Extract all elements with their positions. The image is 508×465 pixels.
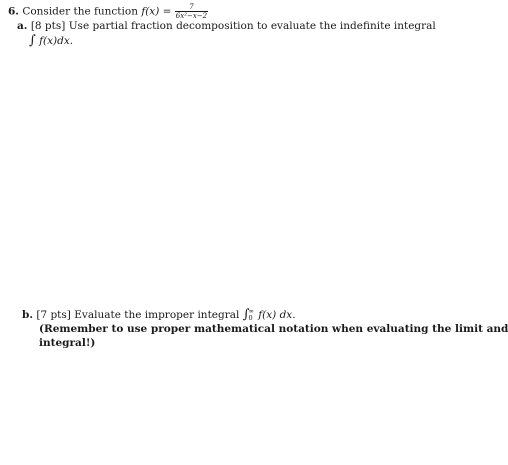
problem-header [8, 3, 208, 20]
lower-limit: 0 [248, 314, 253, 322]
part-a-points: [8 pts] [30, 20, 66, 32]
part-a-integrand: f(x)dx. [39, 35, 74, 47]
part-b-integrand: f(x) dx. [258, 309, 296, 321]
part-b-text: Evaluate the improper integral [74, 309, 240, 321]
integral-symbol-b: ∫ [242, 307, 250, 322]
function-fraction [175, 3, 208, 20]
part-a-integral [29, 33, 73, 48]
part-a-text: Use partial fraction decomposition to evaluate the indefinite integral [68, 20, 436, 32]
function-name: f(x) = [141, 5, 172, 18]
fraction-denominator: 6x²−x−2 [175, 12, 208, 20]
part-b-label: b. [22, 309, 33, 321]
part-b-note-line2: integral!) [39, 337, 96, 349]
part-b-line [22, 307, 296, 322]
upper-limit: ∞ [248, 307, 254, 315]
integral-symbol-a: ∫ [29, 33, 36, 48]
integral-limits [248, 308, 253, 322]
part-b-points: [7 pts] [36, 309, 71, 321]
part-b-note-line1: (Remember to use proper mathematical notation when evaluating the limit and [39, 323, 508, 335]
part-a-line [17, 20, 436, 32]
fraction-numerator: 7 [189, 3, 194, 11]
part-a-label: a. [17, 20, 28, 32]
problem-intro: Consider the function [22, 5, 138, 18]
problem-number: 6. [8, 5, 19, 18]
